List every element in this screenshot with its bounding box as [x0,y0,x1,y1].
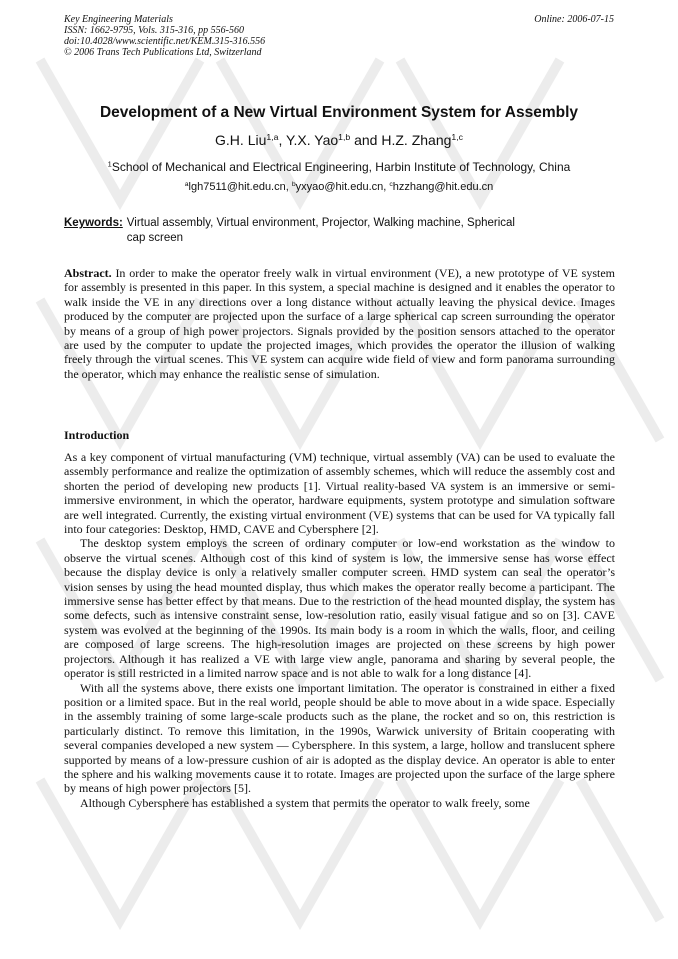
body-paragraph: Although Cybersphere has established a system that permits the operator to walk freely, some [80,795,530,810]
author-affiliation-marker: 1,b [338,131,351,142]
paper-title: Development of a New Virtual Environment System for Assembly [99,104,579,121]
email-separator: , [383,181,390,193]
author-separator: , [278,132,286,148]
body-paragraph: With all the systems above, there exists one important limitation. The operator is constrained in either a fixed position or a limited space. But in the real world, people should be able to move about in a wide space. Especially in the assembly training of some large-scale products such as the plane, the rocket and so on, this restriction is particularly distinct. To remove this limitation, in the 1990s, Warwick university of Britain cooperating with several companies developed a new system — Cybersphere. In this system, a large, hollow and translucent sphere supported by means of a low-pressure cushion of air is adopted as the display device. An operator is able to enter the sphere and his walking movements cause it to rotate. Images are projected upon the surface of the large sphere by means of high power projectors [5]. [64,680,615,796]
email-list [0,181,678,193]
body-paragraph: The desktop system employs the screen of ordinary computer or low-end workstation as the window to observe the virtual scenes. Although cost of this kind of system is low, the immersive sense has worse effect because the display device is only a relatively smaller computer screen. HMD system can seal the operator’s vision senses by using the head mounted display, thus which makes the operator really become a participant. The immersive sense has better effect by that means. Due to the restriction of the head mounted display, the system has some defects, such as intensive constraint sense, low-resolution ratio, easily visual fatigue and so on [3]. CAVE system was evolved at the beginning of the 1990s. Its main body is a room in which the walls, floor, and ceiling are composed of large screens. The high-resolution images are projected on these screens by high power projectors. Although it has realized a VE with large view angle, panorama and sharing by several people, the operator is still restricted in a limited narrow space and is not able to walk for a long distance [4]. [64,536,615,681]
author-separator: and [350,132,382,148]
abstract-label: Abstract. [64,266,112,280]
email-address: hzzhang@hit.edu.cn [392,181,494,193]
author-affiliation-marker: 1,c [451,131,463,142]
author-name: G.H. Liu [215,132,267,148]
email-marker: c [389,180,393,188]
author-name: Y.X. Yao [285,132,339,148]
email-separator: , [285,181,292,193]
introduction-body [64,450,615,810]
affiliation-text: School of Mechanical and Electrical Engineering, Harbin Institute of Technology, China [111,160,571,174]
author-affiliation-marker: 1,a [266,131,279,142]
copyright-line: © 2006 Trans Tech Publications Ltd, Switzerland [64,47,262,58]
keywords-label: Keywords: [64,217,123,229]
author-name: H.Z. Zhang [381,132,452,148]
abstract-text: In order to make the operator freely walk in virtual environment (VE), a new prototype of VE system for assembly is presented in this paper. In this system, a special machine is designed and it enables the operator to walk inside the VE in any directions over a long distance without actually leaving the physical device. Images produced by the computer are projected upon the surface of a large spherical cap screen surrounding the operator by means of a group of high power projectors. Signals provided by the position sensors attached to the operator are used by the computer to update the projected images, which provides the operator the illusion of walking freely through the virtual scenes. This VE system can acquire wide field of view and form panorama surrounding the operator, which may enhance the realistic sense of simulation. [64,266,615,381]
publication-header [64,14,614,58]
email-address: lgh7511@hit.edu.cn [188,181,286,193]
email-marker: a [184,180,189,188]
author-list [0,132,678,148]
doi-line: doi:10.4028/www.scientific.net/KEM.315-316.556 [64,36,266,47]
abstract [64,266,615,381]
keywords-block [64,216,624,246]
email-marker: b [291,180,296,188]
affiliation [0,160,678,174]
keywords-text: Virtual assembly, Virtual environment, Projector, Walking machine, Spherical cap screen [126,217,515,244]
online-date: Online: 2006-07-15 [534,14,614,25]
issn-line: ISSN: 1662-9795, Vols. 315-316, pp 556-560 [64,25,244,36]
section-heading-introduction: Introduction [64,428,130,442]
affiliation-marker: 1 [107,159,112,169]
email-address: yxyao@hit.edu.cn [295,181,384,193]
body-paragraph: As a key component of virtual manufacturing (VM) technique, virtual assembly (VA) can be used to evaluate the assembly performance and realize the optimization of assembly schemes, which will reduce the assembly cost and shorten the period of developing new products [1]. Virtual reality-based VA system is an immersive or semi-immersive environment, in which the operator, hardware equipments, system prototype and simulation software are well integrated. Currently, the existing virtual environment (VE) systems that can be used for VA typically fall into four categories: Desktop, HMD, CAVE and Cybersphere [2]. [64,450,615,537]
journal-name: Key Engineering Materials [64,14,173,25]
